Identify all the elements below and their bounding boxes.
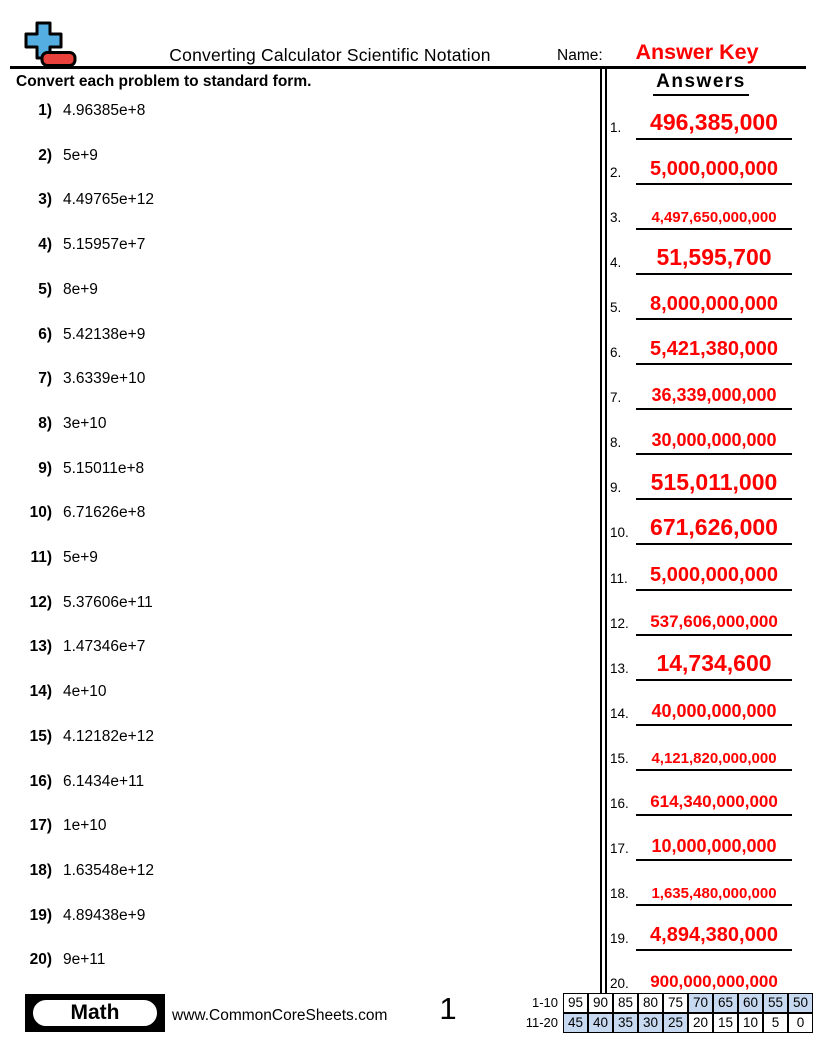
answer-number: 10. xyxy=(610,525,629,541)
grade-score-cell: 10 xyxy=(738,1013,763,1033)
problem-number: 9) xyxy=(38,459,52,477)
problem-number: 6) xyxy=(38,325,52,343)
answer-value: 14,734,600 xyxy=(656,649,772,676)
problem-expression: 6.1434e+11 xyxy=(63,772,145,790)
problem-expression: 3e+10 xyxy=(63,414,107,432)
grade-score-cell: 45 xyxy=(563,1013,588,1033)
answer-value: 5,421,380,000 xyxy=(650,338,778,361)
problem-row xyxy=(14,370,574,388)
answer-number: 5. xyxy=(610,300,622,316)
answer-value: 537,606,000,000 xyxy=(650,611,778,631)
answer-value: 5,000,000,000 xyxy=(650,563,778,586)
answer-value: 496,385,000 xyxy=(650,109,778,135)
answer-blank-line xyxy=(636,183,792,185)
plus-minus-logo-icon xyxy=(22,20,78,68)
problem-row xyxy=(14,728,574,746)
answer-number: 20. xyxy=(610,975,629,991)
problem-row xyxy=(14,638,574,656)
answer-value: 4,121,820,000,000 xyxy=(651,749,777,767)
grade-score-cell: 25 xyxy=(663,1013,688,1033)
problem-expression: 8e+9 xyxy=(63,280,98,298)
answer-row xyxy=(610,503,792,545)
problem-number: 20) xyxy=(29,951,52,969)
subject-badge-label: Math xyxy=(31,998,159,1028)
problem-number: 14) xyxy=(29,683,52,701)
answer-row xyxy=(610,368,792,410)
grade-score-cell: 5 xyxy=(763,1013,788,1033)
grade-score-cell: 75 xyxy=(663,993,688,1013)
answer-number: 15. xyxy=(610,750,629,766)
answer-value: 1,635,480,000,000 xyxy=(651,884,777,902)
problem-expression: 5.15011e+8 xyxy=(63,459,145,477)
problem-row xyxy=(14,907,574,925)
problem-row xyxy=(14,549,574,567)
answer-value: 40,000,000,000 xyxy=(651,700,777,721)
answer-row xyxy=(610,458,792,500)
answer-value: 614,340,000,000 xyxy=(650,791,778,811)
answer-value: 30,000,000,000 xyxy=(651,430,777,451)
answer-row xyxy=(610,188,792,230)
website-text: www.CommonCoreSheets.com xyxy=(172,1007,388,1024)
answer-blank-line xyxy=(636,363,792,365)
problem-expression: 4.49765e+12 xyxy=(63,191,154,209)
answer-row xyxy=(610,143,792,185)
grade-score-cell: 60 xyxy=(738,993,763,1013)
answer-blank-line xyxy=(636,949,792,951)
grade-score-cell: 80 xyxy=(638,993,663,1013)
problem-row xyxy=(14,236,574,254)
problem-row xyxy=(14,862,574,880)
answer-number: 4. xyxy=(610,255,622,271)
answer-number: 18. xyxy=(610,885,629,901)
problem-row xyxy=(14,594,574,612)
problem-expression: 6.71626e+8 xyxy=(63,504,146,522)
problem-number: 1) xyxy=(38,102,52,119)
problem-row xyxy=(14,326,574,344)
problem-number: 7) xyxy=(38,370,52,388)
answer-blank-line xyxy=(636,543,792,545)
answer-number: 1. xyxy=(610,120,622,135)
problem-number: 10) xyxy=(29,504,52,522)
answers-heading: Answers xyxy=(610,71,792,96)
answer-blank-line xyxy=(636,769,792,771)
answer-value: 51,595,700 xyxy=(656,244,772,271)
answer-number: 16. xyxy=(610,795,629,811)
answer-number: 2. xyxy=(610,165,622,181)
answer-row xyxy=(610,594,792,636)
answer-blank-line xyxy=(636,724,792,726)
problem-number: 19) xyxy=(29,906,52,924)
problem-number: 4) xyxy=(38,236,52,254)
answer-blank-line xyxy=(636,453,792,455)
grade-score-cell: 50 xyxy=(788,993,813,1013)
grade-score-cell: 90 xyxy=(588,993,613,1013)
problem-number: 5) xyxy=(38,280,52,298)
grade-score-cell: 0 xyxy=(788,1013,813,1033)
answer-value: 10,000,000,000 xyxy=(651,835,777,856)
problem-expression: 9e+11 xyxy=(63,951,106,969)
answer-row xyxy=(610,729,792,771)
answer-blank-line xyxy=(636,228,792,230)
problem-number: 3) xyxy=(38,191,52,209)
answer-number: 19. xyxy=(610,930,629,946)
problem-number: 13) xyxy=(29,638,52,656)
answer-row xyxy=(610,774,792,816)
problem-expression: 5.15957e+7 xyxy=(63,236,146,254)
answer-blank-line xyxy=(636,273,792,275)
problem-row xyxy=(14,191,574,209)
answer-blank-line xyxy=(636,589,792,591)
answer-value: 5,000,000,000 xyxy=(650,158,778,181)
problem-number: 2) xyxy=(38,146,52,164)
problem-number: 17) xyxy=(29,817,52,835)
problem-row xyxy=(14,415,574,433)
grade-score-cell: 20 xyxy=(688,1013,713,1033)
answer-value: 671,626,000 xyxy=(650,514,778,541)
problem-row xyxy=(14,773,574,791)
problem-expression: 1.63548e+12 xyxy=(63,861,154,879)
problem-number: 12) xyxy=(29,593,52,611)
answer-number: 17. xyxy=(610,840,629,856)
answer-row xyxy=(610,909,792,951)
answer-row xyxy=(610,278,792,320)
answer-number: 14. xyxy=(610,705,629,721)
grade-range-label: 1-10 xyxy=(531,995,558,1010)
answer-value: 515,011,000 xyxy=(650,469,778,496)
answer-value: 36,339,000,000 xyxy=(651,385,777,406)
answer-blank-line xyxy=(636,859,792,861)
answer-blank-line xyxy=(636,408,792,410)
header-rule xyxy=(10,66,806,69)
problem-row xyxy=(14,281,574,299)
name-label: Name: xyxy=(557,47,603,64)
grade-score-cell: 30 xyxy=(638,1013,663,1033)
answer-number: 11. xyxy=(610,570,628,586)
grade-range-label: 11-20 xyxy=(525,1015,558,1030)
problem-row xyxy=(14,817,574,835)
problem-expression: 3.6339e+10 xyxy=(63,370,146,388)
answer-value: 4,894,380,000 xyxy=(650,923,778,946)
answer-row xyxy=(610,98,792,140)
name-value-answer-key: Answer Key xyxy=(635,40,759,64)
answer-row xyxy=(610,819,792,861)
problem-expression: 1.47346e+7 xyxy=(63,638,146,656)
answer-row xyxy=(610,323,792,365)
answer-value: 4,497,650,000,000 xyxy=(651,209,777,227)
grade-score-cell: 40 xyxy=(588,1013,613,1033)
problem-number: 8) xyxy=(38,414,52,432)
answer-number: 6. xyxy=(610,345,622,361)
answer-row xyxy=(610,684,792,726)
answer-number: 9. xyxy=(610,480,622,496)
answer-number: 13. xyxy=(610,660,629,676)
answer-blank-line xyxy=(636,679,792,681)
answer-number: 8. xyxy=(610,435,622,451)
problem-expression: 4.96385e+8 xyxy=(63,102,146,119)
problem-expression: 5.42138e+9 xyxy=(63,325,146,343)
problem-row xyxy=(14,504,574,522)
problem-expression: 1e+10 xyxy=(63,817,107,835)
problem-row xyxy=(14,460,574,478)
answer-blank-line xyxy=(636,634,792,636)
answer-row xyxy=(610,864,792,906)
worksheet-title: Converting Calculator Scientific Notation xyxy=(169,45,491,65)
answer-blank-line xyxy=(636,814,792,816)
subject-badge xyxy=(25,994,165,1032)
grade-score-cell: 15 xyxy=(713,1013,738,1033)
answer-blank-line xyxy=(636,318,792,320)
answer-row xyxy=(610,233,792,275)
problem-number: 11) xyxy=(30,549,52,566)
problem-row xyxy=(14,683,574,701)
problem-row xyxy=(14,147,574,165)
answer-row xyxy=(610,954,792,996)
problem-expression: 4.12182e+12 xyxy=(63,727,154,745)
answer-value: 8,000,000,000 xyxy=(650,293,778,316)
answer-number: 7. xyxy=(610,390,622,406)
instructions: Convert each problem to standard form. xyxy=(16,73,312,90)
answer-blank-line xyxy=(636,904,792,906)
problem-expression: 5.37606e+11 xyxy=(63,593,153,611)
answer-row xyxy=(610,413,792,455)
answer-blank-line xyxy=(636,138,792,140)
grade-score-cell: 85 xyxy=(613,993,638,1013)
grade-score-cell: 70 xyxy=(688,993,713,1013)
problem-number: 16) xyxy=(29,772,52,790)
problem-number: 15) xyxy=(29,727,52,745)
answer-row xyxy=(610,549,792,591)
problem-expression: 5e+9 xyxy=(63,146,98,164)
problem-row xyxy=(14,951,574,969)
problem-number: 18) xyxy=(29,861,52,879)
problem-expression: 5e+9 xyxy=(63,549,98,566)
column-divider xyxy=(600,69,607,993)
grade-score-cell: 55 xyxy=(763,993,788,1013)
problem-row xyxy=(14,102,574,120)
grade-table xyxy=(511,993,813,1033)
answer-number: 12. xyxy=(610,615,629,631)
problem-expression: 4.89438e+9 xyxy=(63,906,146,924)
problem-expression: 4e+10 xyxy=(63,683,107,701)
grade-score-cell: 95 xyxy=(563,993,588,1013)
answer-row xyxy=(610,639,792,681)
grade-score-cell: 35 xyxy=(613,1013,638,1033)
answer-value: 900,000,000,000 xyxy=(650,971,778,991)
answer-blank-line xyxy=(636,498,792,500)
answer-number: 3. xyxy=(610,210,622,226)
grade-score-cell: 65 xyxy=(713,993,738,1013)
page-number: 1 xyxy=(439,991,457,1026)
